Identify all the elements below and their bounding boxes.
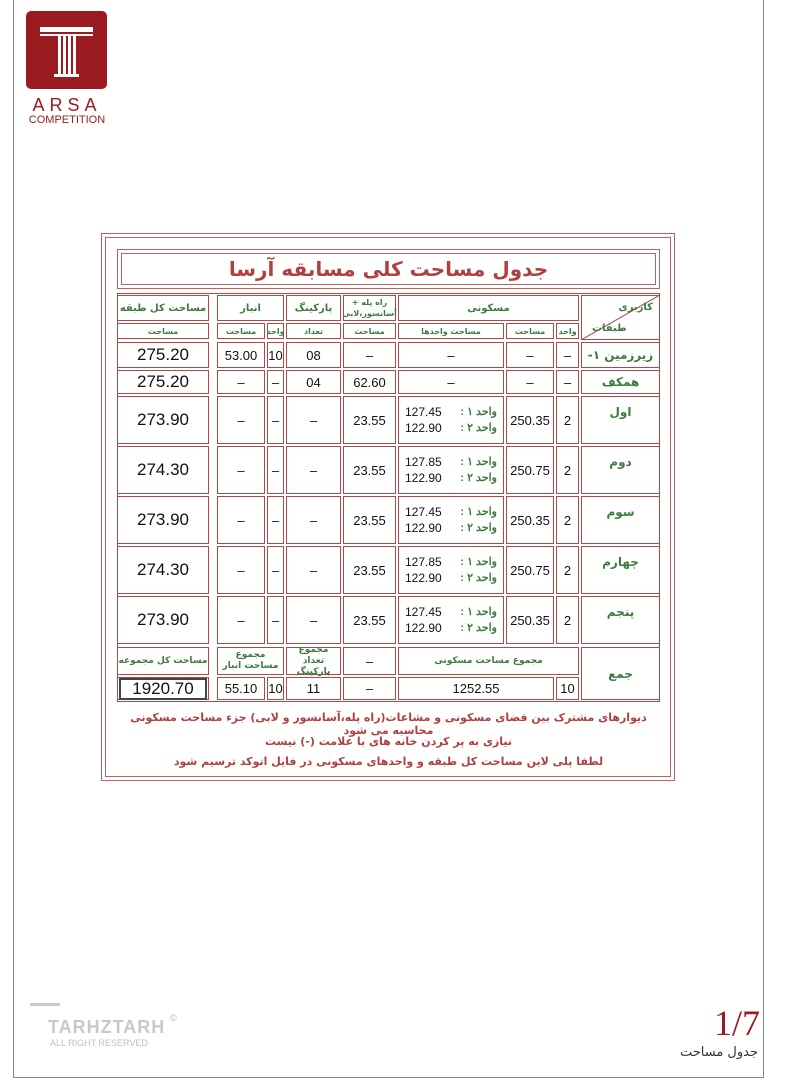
row-total: 274.30 bbox=[117, 546, 209, 594]
unit-area-label: واحد ۲ : bbox=[460, 622, 497, 634]
header-residential: مسکونی bbox=[398, 295, 579, 321]
unit-line bbox=[405, 455, 497, 469]
footer-sub: ALL RIGHT RESERVED bbox=[50, 1038, 148, 1048]
unit-area-value: 127.85 bbox=[405, 455, 442, 469]
unit-line bbox=[405, 471, 497, 485]
unit-area-value: 127.45 bbox=[405, 605, 442, 619]
sub-parking-count: تعداد bbox=[286, 323, 341, 339]
unit-area-value: 122.90 bbox=[405, 471, 442, 485]
note-2: نیازی به پر کردن خانه های با علامت (-) نیست bbox=[264, 735, 513, 748]
sub-storage-unit: واحد bbox=[267, 323, 284, 339]
arsa-logo bbox=[26, 11, 107, 89]
grand-total: 1920.70 bbox=[119, 678, 207, 700]
row-res-area: 250.75 bbox=[506, 446, 554, 494]
row-total: 273.90 bbox=[117, 596, 209, 644]
row-res-unit: – bbox=[556, 342, 579, 368]
row-storage-area: – bbox=[217, 370, 265, 394]
sub-unit-areas: مساحت واحدها bbox=[398, 323, 504, 339]
header-floors: طبقات bbox=[592, 323, 627, 334]
row-parking: – bbox=[286, 496, 341, 544]
summary-storage-label: مجموع مساحت انبار bbox=[217, 647, 284, 675]
row-total: 273.90 bbox=[117, 396, 209, 444]
header-storage: انبار bbox=[217, 295, 284, 321]
row-storage-area: – bbox=[217, 396, 265, 444]
row-res-unit: 2 bbox=[556, 596, 579, 644]
unit-area-label: واحد ۱ : bbox=[460, 556, 497, 568]
row-res-unit: 2 bbox=[556, 546, 579, 594]
row-storage-area: 53.00 bbox=[217, 342, 265, 368]
sub-res-area: مساحت bbox=[506, 323, 554, 339]
row-stair: 62.60 bbox=[343, 370, 396, 394]
row-res-unit: 2 bbox=[556, 446, 579, 494]
unit-area-label: واحد ۱ : bbox=[460, 606, 497, 618]
row-storage-unit: – bbox=[267, 446, 284, 494]
unit-area-label: واحد ۱ : bbox=[460, 406, 497, 418]
note-3: لطفا پلی لاین مساحت کل طبقه و واحدهای مسکونی در فایل اتوکد ترسیم شود bbox=[173, 755, 604, 768]
row-stair: 23.55 bbox=[343, 496, 396, 544]
unit-area-label: واحد ۲ : bbox=[460, 422, 497, 434]
row-res-area: – bbox=[506, 342, 554, 368]
row-stair: 23.55 bbox=[343, 546, 396, 594]
header-stair: راه پله + آسانسور،لابی bbox=[343, 295, 396, 321]
row-res-unit: – bbox=[556, 370, 579, 394]
row-floor: اول bbox=[581, 396, 660, 444]
row-unit-areas bbox=[398, 396, 504, 444]
row-stair: – bbox=[343, 342, 396, 368]
row-unit-areas: – bbox=[398, 342, 504, 368]
row-unit-areas bbox=[398, 446, 504, 494]
row-res-unit: 2 bbox=[556, 396, 579, 444]
row-unit-areas bbox=[398, 496, 504, 544]
unit-line bbox=[405, 505, 497, 519]
summary-stair: – bbox=[343, 677, 396, 700]
summary-parking: 11 bbox=[286, 677, 341, 700]
row-floor: همکف bbox=[581, 370, 660, 394]
column-icon bbox=[26, 11, 107, 89]
header-usage-floors bbox=[581, 295, 660, 340]
summary-storage-area: 55.10 bbox=[217, 677, 265, 700]
row-res-area: 250.75 bbox=[506, 546, 554, 594]
row-total: 275.20 bbox=[117, 342, 209, 368]
row-stair: 23.55 bbox=[343, 596, 396, 644]
row-res-area: 250.35 bbox=[506, 396, 554, 444]
unit-area-value: 122.90 bbox=[405, 571, 442, 585]
summary-total-cell bbox=[117, 677, 209, 700]
row-storage-area: – bbox=[217, 446, 265, 494]
row-storage-area: – bbox=[217, 496, 265, 544]
unit-area-value: 122.90 bbox=[405, 521, 442, 535]
unit-area-value: 122.90 bbox=[405, 621, 442, 635]
page-number: 1/7 bbox=[713, 1003, 760, 1043]
row-parking: 08 bbox=[286, 342, 341, 368]
unit-area-label: واحد ۱ : bbox=[460, 456, 497, 468]
footer-brand: TARHZTARH bbox=[48, 1017, 166, 1037]
unit-area-label: واحد ۲ : bbox=[460, 522, 497, 534]
row-storage-unit: – bbox=[267, 546, 284, 594]
row-res-area: 250.35 bbox=[506, 596, 554, 644]
row-storage-unit: – bbox=[267, 370, 284, 394]
row-storage-area: – bbox=[217, 596, 265, 644]
row-res-unit: 2 bbox=[556, 496, 579, 544]
copyright-icon: © bbox=[170, 1013, 177, 1023]
summary-res-area: 1252.55 bbox=[398, 677, 554, 700]
unit-area-value: 127.45 bbox=[405, 405, 442, 419]
row-res-area: 250.35 bbox=[506, 496, 554, 544]
row-res-area: – bbox=[506, 370, 554, 394]
unit-line bbox=[405, 421, 497, 435]
header-usage: کاربری bbox=[618, 302, 653, 313]
page-label: جدول مساحت bbox=[679, 1045, 758, 1060]
sub-res-unit: واحد bbox=[556, 323, 579, 339]
table-title: جدول مساحت کلی مسابقه آرسا bbox=[228, 257, 549, 281]
row-storage-unit: – bbox=[267, 496, 284, 544]
unit-line bbox=[405, 405, 497, 419]
note-1: دیوارهای مشترک بین فضای مسکونی و مشاعات(راه پله،آسانسور و لابی) جزء مساحت مسکونی محاسبه می شود bbox=[130, 711, 647, 737]
unit-line bbox=[405, 605, 497, 619]
unit-line bbox=[405, 521, 497, 535]
unit-area-label: واحد ۲ : bbox=[460, 472, 497, 484]
header-total-floor: مساحت کل طبقه bbox=[117, 295, 209, 321]
summary-parking-label: مجموع تعداد پارکینگ bbox=[286, 647, 341, 675]
unit-area-label: واحد ۲ : bbox=[460, 572, 497, 584]
footer-logo bbox=[30, 1003, 180, 1051]
row-parking: – bbox=[286, 446, 341, 494]
summary-total-label: مساحت کل مجموعه bbox=[117, 647, 209, 675]
row-unit-areas bbox=[398, 596, 504, 644]
unit-line bbox=[405, 621, 497, 635]
row-floor: زیرزمین ۱- bbox=[581, 342, 660, 368]
row-stair: 23.55 bbox=[343, 446, 396, 494]
sub-storage-area: مساحت bbox=[217, 323, 265, 339]
row-parking: – bbox=[286, 396, 341, 444]
unit-area-label: واحد ۱ : bbox=[460, 506, 497, 518]
row-parking: 04 bbox=[286, 370, 341, 394]
unit-area-value: 122.90 bbox=[405, 421, 442, 435]
row-floor: دوم bbox=[581, 446, 660, 494]
row-floor: پنجم bbox=[581, 596, 660, 644]
unit-line bbox=[405, 555, 497, 569]
row-total: 273.90 bbox=[117, 496, 209, 544]
unit-area-value: 127.85 bbox=[405, 555, 442, 569]
unit-line bbox=[405, 571, 497, 585]
row-total: 274.30 bbox=[117, 446, 209, 494]
row-unit-areas: – bbox=[398, 370, 504, 394]
row-parking: – bbox=[286, 546, 341, 594]
row-storage-area: – bbox=[217, 546, 265, 594]
unit-area-value: 127.45 bbox=[405, 505, 442, 519]
row-stair: 23.55 bbox=[343, 396, 396, 444]
sub-total-area: مساحت bbox=[117, 323, 209, 339]
row-parking: – bbox=[286, 596, 341, 644]
summary-stair-label: – bbox=[343, 647, 396, 675]
row-storage-unit: – bbox=[267, 596, 284, 644]
summary-storage-unit: 10 bbox=[267, 677, 284, 700]
header-parking: پارکینگ bbox=[286, 295, 341, 321]
row-storage-unit: 10 bbox=[267, 342, 284, 368]
row-floor: چهارم bbox=[581, 546, 660, 594]
brand-sub: COMPETITION bbox=[28, 114, 106, 126]
brand-name: ARSA bbox=[32, 95, 102, 115]
summary-res-label: مجموع مساحت مسکونی bbox=[398, 647, 579, 675]
summary-label: جمع bbox=[581, 647, 660, 700]
sub-stair-area: مساحت bbox=[343, 323, 396, 339]
row-unit-areas bbox=[398, 546, 504, 594]
row-storage-unit: – bbox=[267, 396, 284, 444]
summary-res-unit: 10 bbox=[556, 677, 579, 700]
row-floor: سوم bbox=[581, 496, 660, 544]
row-total: 275.20 bbox=[117, 370, 209, 394]
